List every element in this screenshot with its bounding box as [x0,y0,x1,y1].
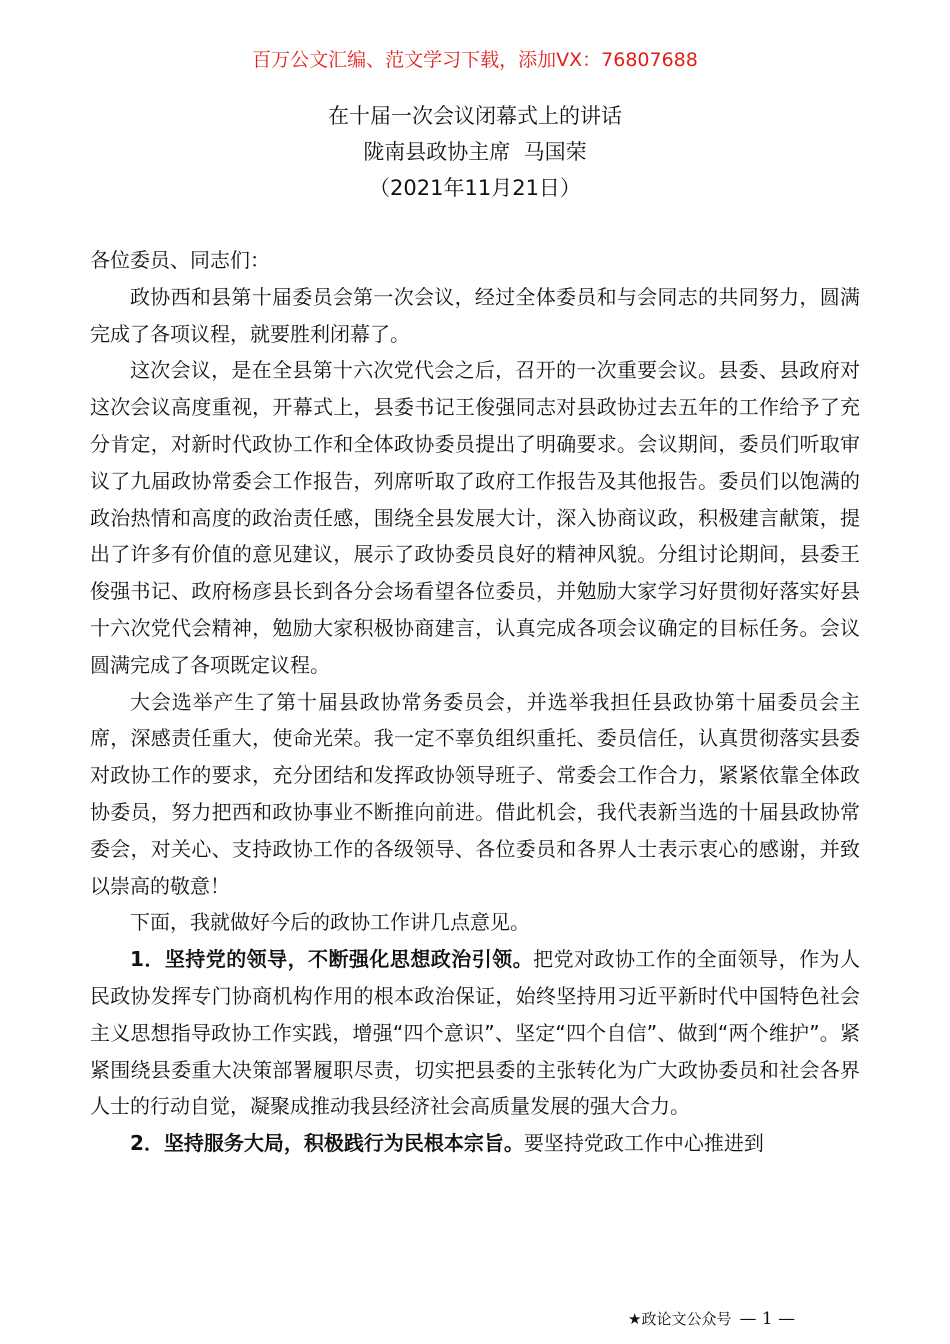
paragraph-5 [90,941,860,1125]
paragraph-3: 大会选举产生了第十届县政协常务委员会，并选举我担任县政协第十届委员会主席，深感责任重大，使命光荣。我一定不辜负组织重托、委员信任，认真贯彻落实县委对政协工作的要求，充分团结和发挥政协领导班子、常委会工作合力，紧紧依靠全体政协委员，努力把西和政协事业不断推向前进。借此机会，我代表新当选的十届县政协常委会，对关心、支持政协工作的各级领导、各位委员和各界人士表示衷心的感谢，并致以崇高的敬意！ [90,689,860,898]
footer-source: ★政论文公众号 [628,1310,732,1328]
date-line: （2021年11月21日） [369,176,581,200]
page-footer [628,1308,795,1330]
paragraph-1: 政协西和县第十届委员会第一次会议，经过全体委员和与会同志的共同努力，圆满完成了各项议程，就要胜利闭幕了。 [90,284,860,346]
paragraph-2: 这次会议，是在全县第十六次党代会之后，召开的一次重要会议。县委、县政府对这次会议高度重视，开幕式上，县委书记王俊强同志对县政协过去五年的工作给予了充分肯定，对新时代政协工作和全体政协委员提出了明确要求。会议期间，委员们听取审议了九届政协常委会工作报告，列席听取了政府工作报告及其他报告。委员们以饱满的政治热情和高度的政治责任感，围绕全县发展大计，深入协商议政，积极建言献策，提出了许多有价值的意见建议，展示了政协委员良好的精神风貌。分组讨论期间，县委王俊强书记、政府杨彦县长到各分会场看望各位委员，并勉励大家学习好贯彻好落实好县十六次党代会精神，勉励大家积极协商建言，认真完成各项会议确定的目标任务。会议圆满完成了各项既定议程。 [90,358,860,677]
title-block [0,98,950,206]
paragraph-4: 下面，我就做好今后的政协工作讲几点意见。 [130,910,530,935]
section-heading-1: 1．坚持党的领导，不断强化思想政治引领。 [130,947,534,972]
section-heading-2: 2．坚持服务大局，积极践行为民根本宗旨。 [130,1131,524,1156]
document-body [90,242,860,1162]
page-number: — 1 — [739,1309,796,1329]
section-text-2: 要坚持党政工作中心推进到 [523,1131,764,1156]
salutation: 各位委员、同志们： [90,248,270,272]
paragraph-6 [90,1125,860,1162]
document-title: 在十届一次会议闭幕式上的讲话 [328,104,622,128]
header-banner: 百万公文汇编、范文学习下载，添加VX：76807688 [252,49,698,71]
speaker-line: 陇南县政协主席 马国荣 [363,140,587,164]
section-text-1: 把党对政协工作的全面领导，作为人民政协发挥专门协商机构作用的根本政治保证，始终坚持用习近平新时代中国特色社会主义思想指导政协工作实践，增强“四个意识”、坚定“四个自信”、做到“两个维护”。紧紧围绕县委重大决策部署履职尽责，切实把县委的主张转化为广大政协委员和社会各界人士的行动自觉，凝聚成推动我县经济社会高质量发展的强大合力。 [90,947,860,1119]
